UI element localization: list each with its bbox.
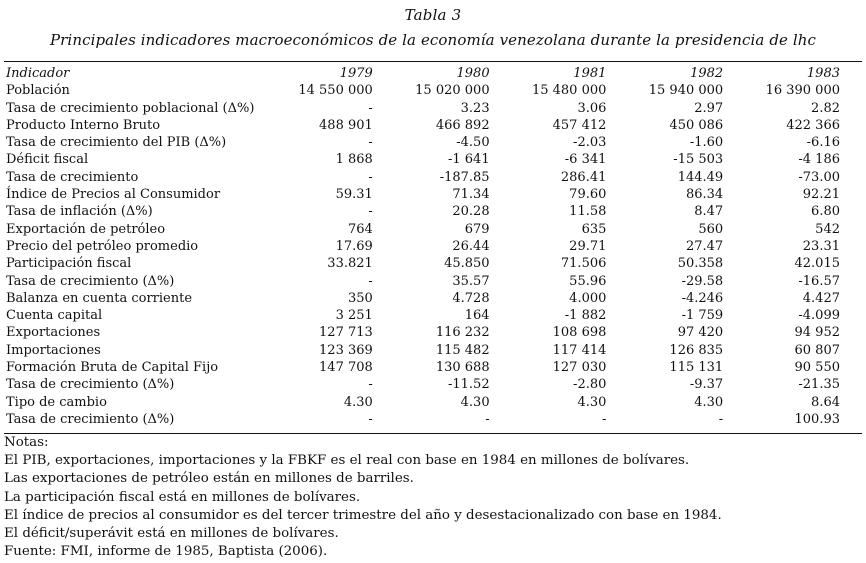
row-value: 635	[581, 221, 607, 237]
row-value: 8.47	[694, 204, 724, 220]
row-value: 488 901	[319, 117, 373, 133]
row-value: 466 892	[435, 117, 490, 133]
row-value: -1 641	[447, 152, 490, 168]
row-value: 350	[347, 290, 373, 306]
row-value: 97 420	[677, 325, 724, 341]
row-value: 117 414	[552, 342, 607, 358]
row-value: 60 807	[794, 342, 840, 358]
row-value: 59.31	[335, 187, 373, 203]
row-value: -1.60	[689, 135, 724, 151]
table-row	[6, 151, 840, 168]
header-year: 1981	[573, 66, 607, 81]
row-value: 164	[464, 308, 490, 324]
table-title: Principales indicadores macroeconómicos de la economía venezolana durante la presidencia de lhc	[49, 31, 817, 49]
row-value: 55.96	[569, 273, 607, 289]
row-value: 764	[347, 221, 373, 237]
row-value: -	[601, 411, 607, 427]
row-value: -21.35	[798, 377, 840, 393]
row-value: -9.37	[689, 377, 724, 393]
row-value: 42.015	[794, 256, 840, 272]
row-label: Precio del petróleo promedio	[6, 238, 199, 254]
note-line: El índice de precios al consumidor es del tercer trimestre del año y desestacionalizado con base en 1984.	[4, 507, 722, 523]
table-row	[6, 359, 840, 376]
header-year: 1983	[806, 66, 840, 81]
row-value: 422 366	[786, 117, 840, 133]
row-value: -1 882	[564, 308, 607, 324]
row-value: 127 713	[319, 325, 373, 341]
row-value: 4.30	[577, 394, 607, 410]
row-value: -29.58	[681, 273, 724, 289]
row-value: -4.50	[456, 135, 490, 151]
row-value: 16 390 000	[765, 83, 840, 99]
table-row	[6, 411, 840, 428]
row-value: 4.000	[569, 290, 607, 306]
note-line: El déficit/superávit está en millones de bolívares.	[4, 526, 339, 542]
row-value: 130 688	[435, 360, 490, 376]
row-value: -	[485, 411, 490, 427]
table-row	[6, 273, 840, 290]
row-value: -	[368, 135, 373, 151]
row-value: 94 952	[794, 325, 840, 341]
table-row	[6, 169, 840, 186]
row-value: 4.728	[452, 290, 490, 306]
row-label: Tasa de inflación (Δ%)	[6, 204, 153, 220]
row-value: 14 550 000	[298, 83, 373, 99]
row-value: 79.60	[569, 187, 607, 203]
row-value: 71.506	[560, 256, 607, 272]
row-label: Cuenta capital	[6, 308, 103, 324]
table-row	[6, 203, 840, 220]
row-value: -	[368, 100, 373, 116]
row-value: 50.358	[677, 256, 724, 272]
header-year: 1982	[690, 66, 724, 81]
row-label: Índice de Precios al Consumidor	[6, 187, 221, 203]
row-value: -4.246	[681, 290, 724, 306]
row-value: 15 940 000	[648, 83, 724, 99]
row-value: 11.58	[569, 204, 607, 220]
row-value: -73.00	[798, 169, 840, 185]
row-value: 147 708	[319, 360, 373, 376]
row-label: Balanza en cuenta corriente	[6, 290, 193, 306]
row-value: 71.34	[452, 187, 490, 203]
table-row	[6, 238, 840, 255]
row-label: Producto Interno Bruto	[6, 117, 161, 133]
row-label: Importaciones	[6, 342, 101, 358]
row-value: 3 251	[335, 308, 373, 324]
row-value: 86.34	[685, 187, 724, 203]
row-value: 108 698	[552, 325, 607, 341]
row-value: -4.099	[798, 308, 840, 324]
row-value: 679	[464, 221, 490, 237]
row-value: 100.93	[794, 411, 840, 427]
row-value: 457 412	[552, 117, 607, 133]
row-label: Tasa de crecimiento poblacional (Δ%)	[6, 100, 255, 116]
note-line: Fuente: FMI, informe de 1985, Baptista (2006).	[4, 544, 328, 560]
row-value: -11.52	[447, 377, 490, 393]
row-value: 144.49	[677, 169, 724, 185]
row-value: 286.41	[560, 169, 607, 185]
table-row	[6, 221, 840, 238]
row-value: 3.23	[460, 100, 490, 116]
header-indicator: Indicador	[6, 66, 70, 81]
row-value: 8.64	[811, 394, 840, 410]
row-value: 123 369	[319, 342, 373, 358]
row-value: -	[368, 169, 373, 185]
notes-heading: Notas:	[4, 435, 49, 450]
row-value: 45.850	[444, 256, 490, 272]
top-rule	[4, 61, 862, 62]
row-label: Participación fiscal	[6, 256, 132, 272]
row-value: 17.69	[335, 238, 373, 254]
table-header-row	[6, 65, 840, 82]
note-line: Las exportaciones de petróleo están en millones de barriles.	[4, 471, 414, 487]
row-value: -4 186	[798, 152, 840, 168]
row-value: 2.82	[811, 100, 840, 116]
row-value: 4.30	[694, 394, 724, 410]
row-value: 26.44	[452, 238, 490, 254]
table-row	[6, 186, 840, 203]
table-row	[6, 134, 840, 151]
table-number: Tabla 3	[404, 6, 462, 24]
row-value: 20.28	[452, 204, 490, 220]
row-value: -2.80	[573, 377, 607, 393]
row-label: Exportación de petróleo	[6, 221, 166, 237]
note-line: La participación fiscal está en millones de bolívares.	[4, 489, 361, 505]
table-row	[6, 82, 840, 99]
row-label: Tasa de crecimiento del PIB (Δ%)	[6, 135, 227, 151]
row-value: 542	[815, 221, 840, 237]
row-value: 2.97	[694, 100, 724, 116]
row-value: 116 232	[435, 325, 490, 341]
row-value: -6 341	[564, 152, 607, 168]
table-row	[6, 394, 840, 411]
table-row	[6, 255, 840, 272]
row-value: 126 835	[669, 342, 724, 358]
row-value: -	[368, 273, 373, 289]
row-label: Exportaciones	[6, 325, 101, 341]
notes-block	[4, 434, 862, 561]
table-row	[6, 324, 840, 341]
row-value: 4.30	[343, 394, 373, 410]
row-value: 92.21	[802, 187, 840, 203]
row-value: 23.31	[802, 238, 840, 254]
table-row	[6, 100, 840, 117]
row-value: -1 759	[681, 308, 724, 324]
row-value: 6.80	[811, 204, 840, 220]
row-value: 3.06	[577, 100, 607, 116]
row-value: 1 868	[335, 152, 373, 168]
row-label: Tasa de crecimiento (Δ%)	[6, 377, 175, 393]
row-value: -	[368, 204, 373, 220]
row-value: 4.30	[460, 394, 490, 410]
row-label: Tasa de crecimiento (Δ%)	[6, 411, 175, 427]
row-value: 15 480 000	[531, 83, 607, 99]
row-value: 115 131	[669, 360, 724, 376]
row-value: 35.57	[452, 273, 490, 289]
table-row	[6, 290, 840, 307]
row-label: Déficit fiscal	[6, 152, 89, 168]
row-label: Tasa de crecimiento (Δ%)	[6, 273, 175, 289]
row-value: 4.427	[802, 290, 840, 306]
row-label: Formación Bruta de Capital Fijo	[6, 360, 219, 376]
table-row	[6, 342, 840, 359]
table-row	[6, 117, 840, 134]
row-value: 33.821	[327, 256, 373, 272]
row-value: -6.16	[806, 135, 840, 151]
row-value: 15 020 000	[415, 83, 490, 99]
row-value: 27.47	[685, 238, 724, 254]
row-label: Población	[6, 83, 70, 99]
row-value: -	[368, 411, 373, 427]
row-value: 115 482	[435, 342, 490, 358]
row-value: 450 086	[669, 117, 724, 133]
row-value: -16.57	[798, 273, 840, 289]
table-row	[6, 376, 840, 393]
note-line: El PIB, exportaciones, importaciones y la FBKF es el real con base en 1984 en millones de bolívares.	[4, 453, 690, 469]
row-label: Tasa de crecimiento	[6, 169, 139, 185]
table-row	[6, 307, 840, 324]
row-value: 90 550	[794, 360, 840, 376]
row-value: -187.85	[439, 169, 490, 185]
row-value: 560	[698, 221, 724, 237]
row-value: -2.03	[573, 135, 607, 151]
row-value: 29.71	[569, 238, 607, 254]
header-year: 1980	[456, 66, 490, 81]
header-year: 1979	[339, 66, 373, 81]
row-value: -15 503	[673, 152, 724, 168]
row-value: -	[718, 411, 724, 427]
row-value: 127 030	[552, 360, 607, 376]
row-label: Tipo de cambio	[6, 394, 107, 410]
indicators-table	[6, 65, 840, 428]
row-value: -	[368, 377, 373, 393]
table-body	[6, 82, 840, 428]
